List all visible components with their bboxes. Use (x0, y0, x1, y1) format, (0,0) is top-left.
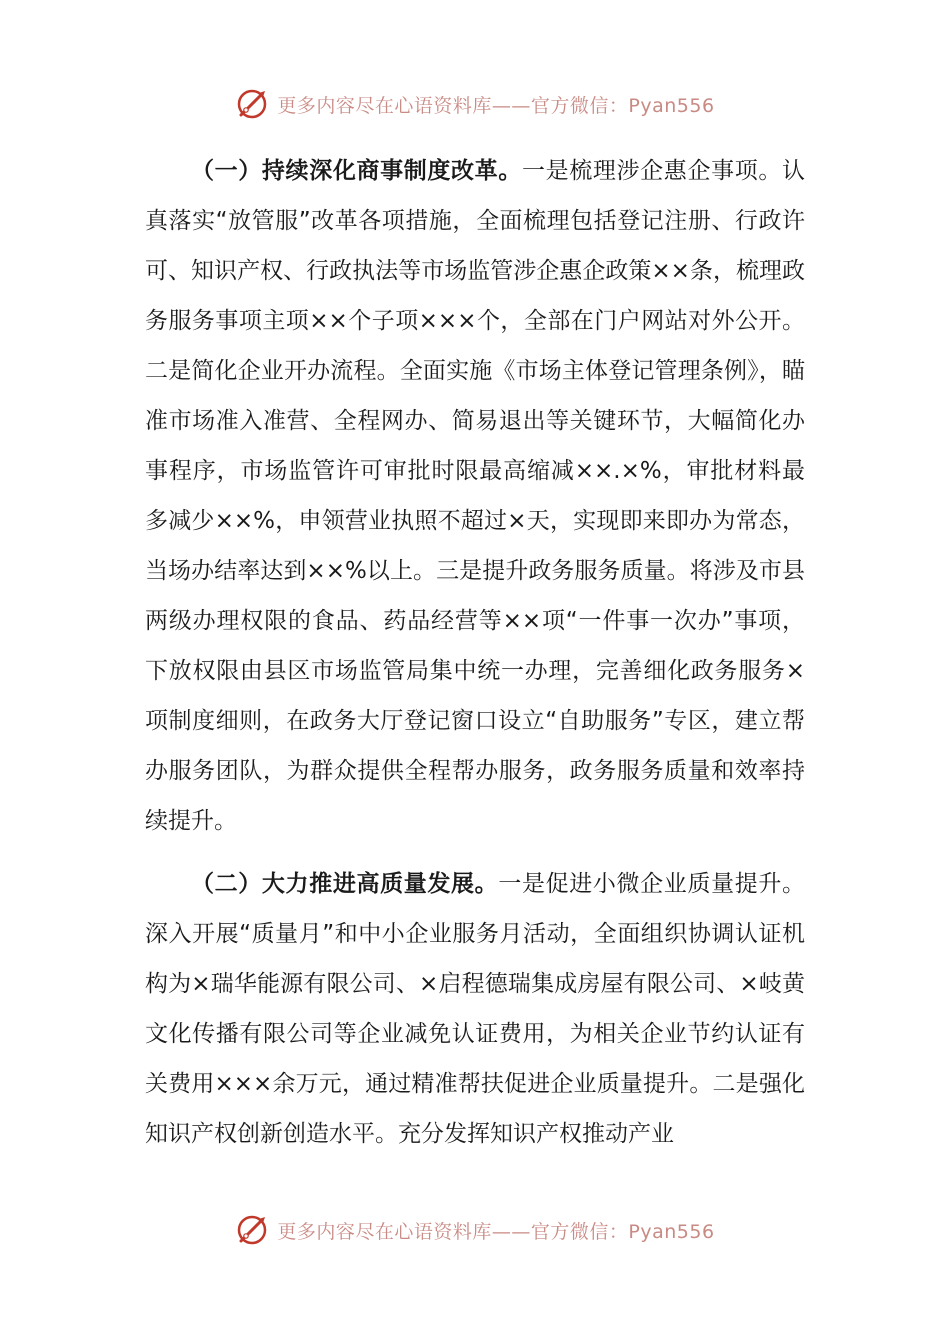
paragraph-2 (145, 859, 805, 1159)
paragraph-1 (145, 146, 805, 846)
banner-wechat-id: Pyan556 (628, 94, 715, 117)
pen-logo-icon (235, 1213, 269, 1247)
paragraph-1-body: 一是梳理涉企惠企事项。认真落实“放管服”改革各项措施，全面梳理包括登记注册、行政许可、知识产权、行政执法等市场监管涉企惠企政策××条，梳理政务服务事项主项××个子项×××个，全部在门户网站对外公开。二是简化企业开办流程。全面实施《市场主体登记管理条例》，瞄准市场准入准营、全程网办、简易退出等关键环节，大幅简化办事程序，市场监管许可审批时限最高缩减××.×%，审批材料最多减少××%，申领营业执照不超过×天，实现即来即办为常态，当场办结率达到××%以上。三是提升政务服务质量。将涉及市县两级办理权限的食品、药品经营等××项“一件事一次办”事项，下放权限由县区市场监管局集中统一办理，完善细化政务服务×项制度细则，在政务大厅登记窗口设立“自助服务”专区，建立帮办服务团队，为群众提供全程帮办服务，政务服务质量和效率持续提升。 (145, 158, 806, 834)
paragraph-1-heading: （一）持续深化商事制度改革。 (191, 158, 522, 184)
banner-text (277, 91, 714, 118)
paragraph-2-body: 一是促进小微企业质量提升。深入开展“质量月”和中小企业服务月活动，全面组织协调认证机构为×瑞华能源有限公司、×启程德瑞集成房屋有限公司、×岐黄文化传播有限公司等企业减免认证费用，为相关企业节约认证有关费用×××余万元，通过精准帮扶促进企业质量提升。二是强化知识产权创新创造水平。充分发挥知识产权推动产业 (145, 871, 806, 1147)
footer-banner (0, 1208, 950, 1252)
document-body (145, 146, 805, 1159)
footer-banner-text (277, 1217, 714, 1244)
paragraph-2-heading: （二）大力推进高质量发展。 (191, 871, 499, 897)
banner-label: 更多内容尽在心语资料库——官方微信： (277, 94, 629, 117)
pen-logo-icon (235, 87, 269, 121)
footer-banner-wechat-id: Pyan556 (628, 1220, 715, 1243)
footer-banner-label: 更多内容尽在心语资料库——官方微信： (277, 1220, 629, 1243)
header-banner (0, 82, 950, 126)
